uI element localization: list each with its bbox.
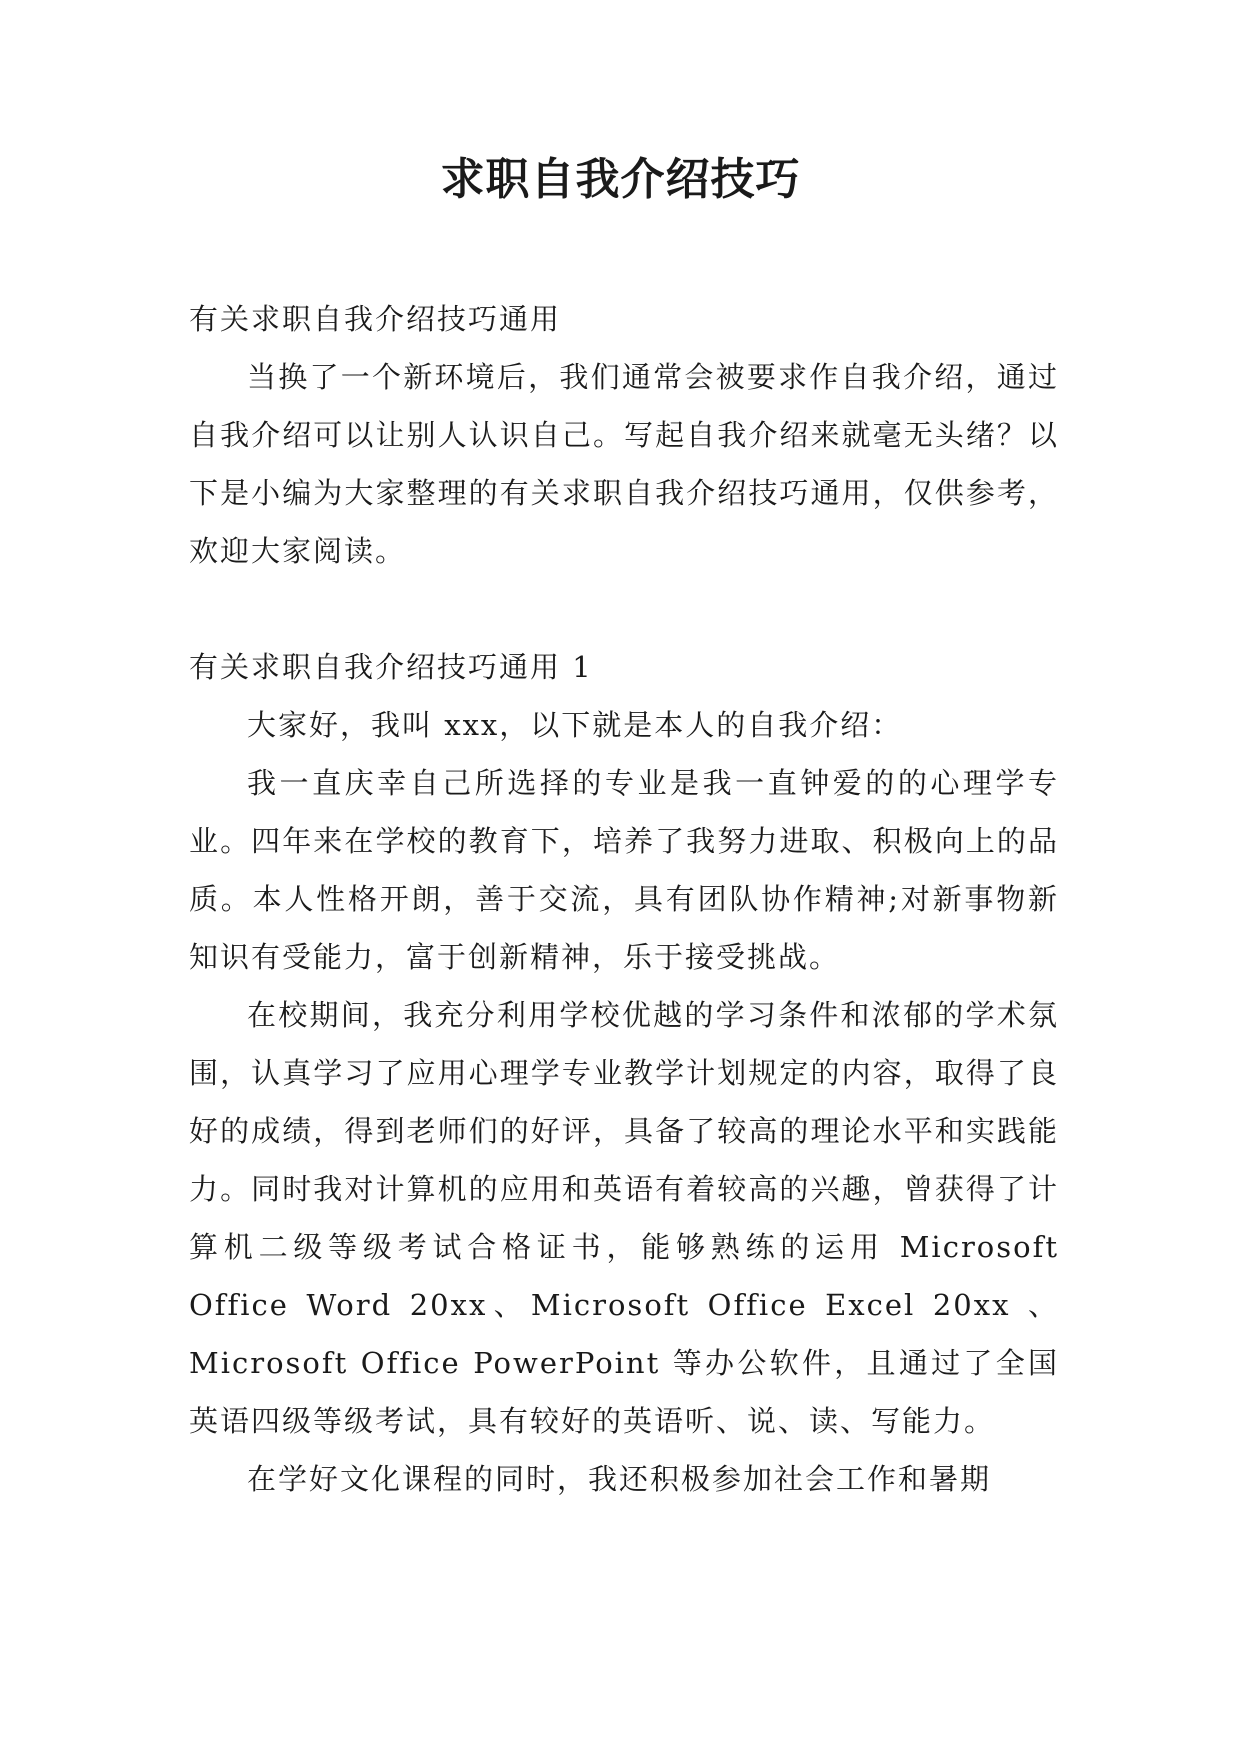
body-paragraph-school: 在校期间，我充分利用学校优越的学习条件和浓郁的学术氛围，认真学习了应用心理学专业教学计划规定的内容，取得了良好的成绩，得到老师们的好评，具备了较高的理论水平和实践能力。同时我对计算机的应用和英语有着较高的兴趣，曾获得了计算机二级等级考试合格证书，能够熟练的运用 Microsoft Office Word 20xx、Microsoft Office Excel 20xx 、Microsoft Office PowerPoint 等办公软件，且通过了全国英语四级等级考试，具有较好的英语听、说、读、写能力。 <box>189 998 1059 1438</box>
intro-paragraph: 当换了一个新环境后，我们通常会被要求作自我介绍，通过自我介绍可以让别人认识自己。写起自我介绍来就毫无头绪？以下是小编为大家整理的有关求职自我介绍技巧通用，仅供参考，欢迎大家阅读。 <box>189 360 1059 568</box>
section-heading: 有关求职自我介绍技巧通用 <box>189 302 562 336</box>
body-paragraph-activities: 在学好文化课程的同时，我还积极参加社会工作和暑期 <box>247 1462 992 1496</box>
body-paragraph-greeting: 大家好，我叫 xxx，以下就是本人的自我介绍： <box>247 708 903 742</box>
subheading-1: 有关求职自我介绍技巧通用 1 <box>189 650 593 684</box>
document-body <box>189 290 1059 1508</box>
body-paragraph-major: 我一直庆幸自己所选择的专业是我一直钟爱的的心理学专业。四年来在学校的教育下，培养了我努力进取、积极向上的品质。本人性格开朗，善于交流，具有团队协作精神;对新事物新知识有受能力，富于创新精神，乐于接受挑战。 <box>189 766 1059 974</box>
paragraph-spacer <box>189 580 1059 638</box>
document-title: 求职自我介绍技巧 <box>440 154 801 205</box>
